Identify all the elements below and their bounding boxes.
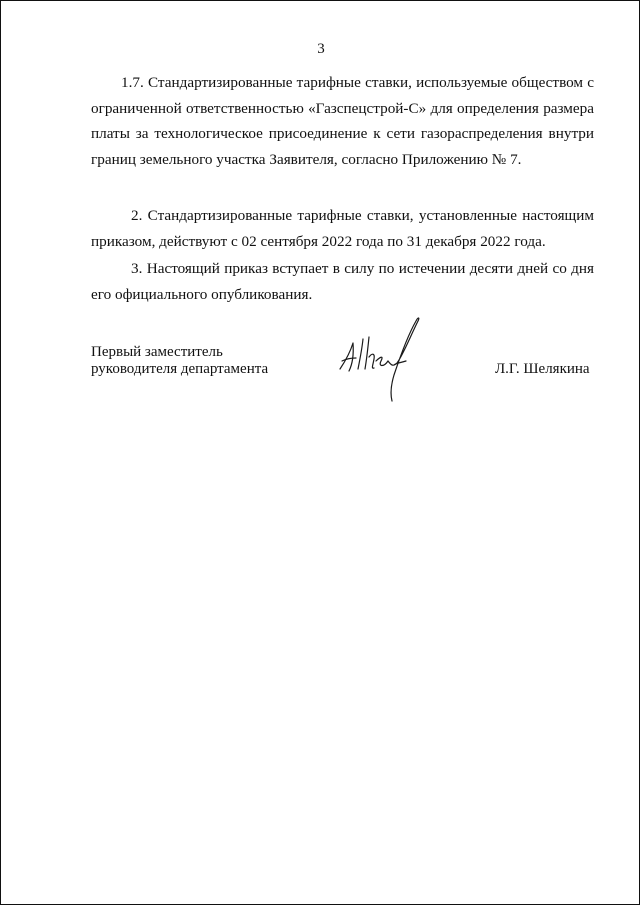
signer-title-line-1: Первый заместитель xyxy=(91,344,223,360)
signer-name: Л.Г. Шелякина xyxy=(495,361,590,377)
page-number: 3 xyxy=(317,41,325,57)
signer-title-line-2: руководителя департамента xyxy=(91,361,269,377)
signer-title xyxy=(91,344,268,378)
paragraph-2: 2. Стандартизированные тарифные ставки, установленные настоящим приказом, действуют с 02 сентября 2022 года по 31 декабря 2022 года. xyxy=(91,207,594,250)
paragraph-1-7: 1.7. Стандартизированные тарифные ставки, используемые обществом с ограниченной ответственностью «Газспецстрой-С» для определения размера платы за технологическое присоединение к сети газораспределения внутри границ земельного участка Заявителя, согласно Приложению № 7. xyxy=(91,74,594,168)
paragraph-3: 3. Настоящий приказ вступает в силу по истечении десяти дней со дня его официального опубликования. xyxy=(91,260,594,303)
handwritten-signature xyxy=(334,313,434,405)
